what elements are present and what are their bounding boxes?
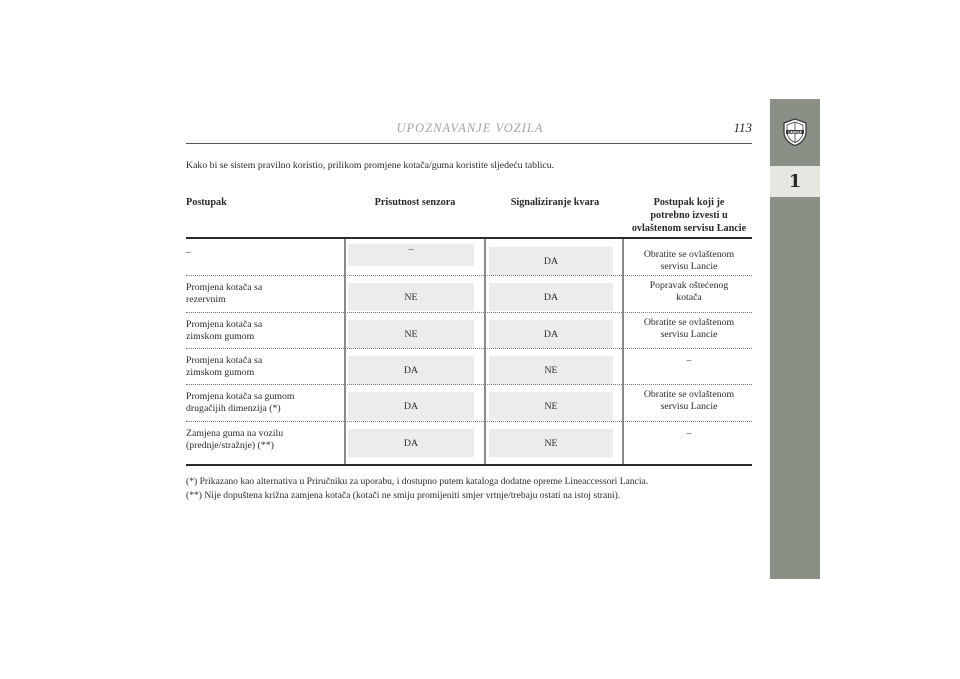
signal-cell: DA (489, 320, 613, 348)
action-cell (626, 355, 752, 367)
action-line: kotača (676, 292, 702, 304)
table-row (186, 313, 752, 349)
action-cell (626, 428, 752, 440)
signal-cell: NE (489, 356, 613, 384)
header-divider (186, 143, 752, 144)
procedure-line: Promjena kotača sa (186, 355, 263, 366)
action-cell (626, 317, 752, 341)
signal-cell: DA (489, 283, 613, 311)
action-cell (626, 389, 752, 413)
action-line: servisu Lancie (660, 401, 718, 413)
lancia-shield-icon (780, 117, 810, 147)
footnote-1: (*) Prikazano kao alternativa u Priručniku za uporabu, i dostupno putem kataloga dodatne opreme Lineaccessori Lancia. (186, 476, 649, 487)
column-header-action-line: ovlaštenom servisu Lancie (631, 222, 747, 234)
table-row (186, 422, 752, 464)
procedure-line: drugačijih dimenzija (*) (186, 402, 281, 414)
chapter-number: 1 (788, 171, 802, 192)
action-line: servisu Lancie (660, 261, 718, 273)
procedure-line: Zamjena guma na vozilu (186, 428, 284, 439)
procedure-line: – (186, 247, 191, 258)
procedure-line: Promjena kotača sa gumom (186, 391, 295, 402)
signal-cell: DA (489, 247, 613, 275)
brand-logo (770, 99, 820, 165)
table-row (186, 276, 752, 313)
procedure-line: zimskom gumom (186, 366, 255, 378)
column-header-action (626, 197, 752, 235)
action-cell (626, 249, 752, 273)
page-number: 113 (733, 120, 752, 135)
procedure-line: (prednje/stražnje) (**) (186, 439, 274, 451)
table-row (186, 385, 752, 422)
action-line: Popravak oštećenog (649, 280, 729, 291)
table-header-rule (186, 237, 752, 239)
procedure-line: Promjena kotača sa (186, 319, 263, 330)
sensor-cell: NE (348, 320, 474, 348)
sensor-cell: DA (348, 392, 474, 420)
table-row (186, 349, 752, 385)
sensor-cell: – (348, 244, 474, 266)
action-line: – (686, 428, 692, 439)
action-line: servisu Lancie (660, 329, 718, 341)
action-line: Obratite se ovlaštenom (643, 389, 735, 400)
column-header-sensor: Prisutnost senzora (374, 197, 456, 208)
procedure-cell (186, 319, 336, 343)
chapter-tab[interactable] (770, 166, 820, 197)
signal-cell: NE (489, 429, 613, 457)
action-cell (626, 280, 752, 304)
table-bottom-rule (186, 464, 752, 466)
sensor-cell: NE (348, 283, 474, 311)
intro-text: Kako bi se sistem pravilno koristio, prilikom promjene kotača/guma koristite sljedeću tablicu. (186, 160, 555, 171)
sensor-cell: DA (348, 429, 474, 457)
column-header-procedure: Postupak (186, 197, 227, 208)
footnote-2: (**) Nije dopuštena križna zamjena kotača (kotači ne smiju promijeniti smjer vrtnje/trebaju ostati na istoj strani). (186, 490, 621, 501)
procedure-cell (186, 391, 336, 415)
procedure-line: rezervnim (186, 293, 226, 305)
action-line: Obratite se ovlaštenom (643, 317, 735, 328)
procedure-cell (186, 247, 336, 259)
action-line: Obratite se ovlaštenom (643, 249, 735, 260)
signal-cell: NE (489, 392, 613, 420)
column-header-action-line: potrebno izvesti u (650, 209, 728, 221)
procedure-line: zimskom gumom (186, 330, 255, 342)
logo-text: LANCIA (788, 130, 802, 135)
table-row (186, 241, 752, 276)
action-line: – (686, 355, 692, 366)
procedure-line: Promjena kotača sa (186, 282, 263, 293)
procedure-cell (186, 355, 336, 379)
section-title: UPOZNAVANJE VOZILA (396, 121, 544, 135)
procedure-cell (186, 282, 336, 306)
procedure-cell (186, 428, 336, 452)
sensor-cell: DA (348, 356, 474, 384)
column-header-signal: Signaliziranje kvara (510, 197, 600, 208)
column-header-action-line: Postupak koji je (653, 197, 725, 208)
